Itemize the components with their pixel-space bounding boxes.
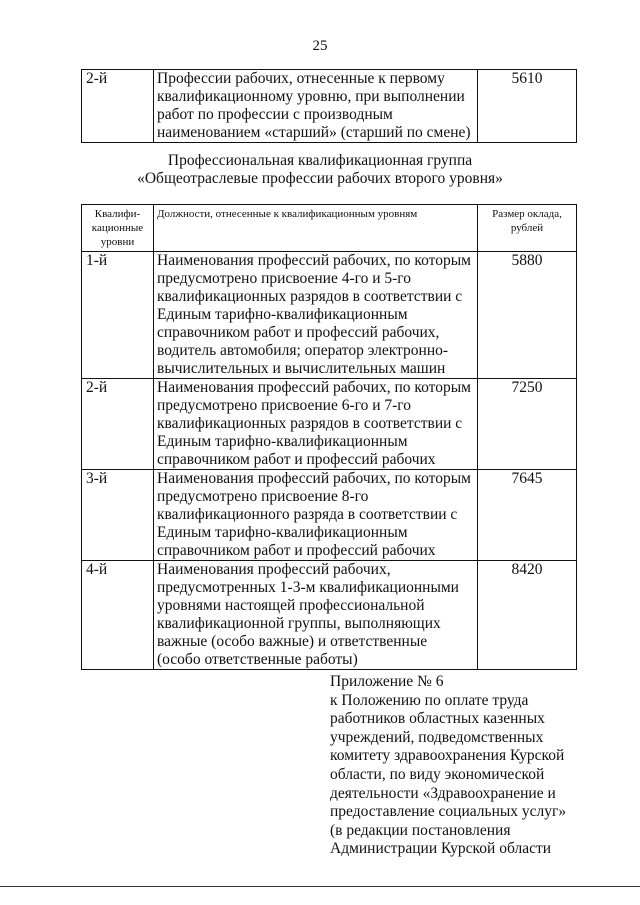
table-row <box>82 379 577 470</box>
table-row <box>82 252 577 379</box>
group-title-line: «Общеотраслевые профессии рабочих второго уровня» <box>137 170 503 187</box>
continued-salary-table <box>81 69 577 143</box>
header-positions: Должности, отнесенные к квалификационным уровням <box>154 205 478 252</box>
positions-cell: Наименования профессий рабочих, по которым предусмотрено присвоение 6-го и 7-го квалификационных разрядов в соответствии с Единым тарифно-квалификационным справочником работ и профессий рабочих <box>154 379 478 470</box>
qualification-level-cell: 2-й <box>82 70 154 143</box>
appendix-line: комитету здравоохранения Курской <box>330 747 565 765</box>
positions-cell: Профессии рабочих, отнесенные к первому квалификационному уровню, при выполнении работ по профессии с производным наименованием «старший» (старший по смене) <box>154 70 478 143</box>
header-salary: Размер оклада, рублей <box>478 205 577 252</box>
qualification-level-cell: 4-й <box>82 561 154 670</box>
appendix-note <box>330 673 620 859</box>
page-number: 25 <box>312 38 328 54</box>
salary-cell: 5610 <box>478 70 577 143</box>
footer-rule <box>0 886 640 887</box>
salary-table <box>81 204 577 670</box>
appendix-line: к Положению по оплате труда <box>330 691 529 709</box>
table-row <box>82 70 577 143</box>
table-header-row <box>82 205 577 252</box>
appendix-line: Приложение № 6 <box>330 673 444 690</box>
appendix-line: работников областных казенных <box>330 710 545 728</box>
table-row <box>82 561 577 670</box>
positions-cell: Наименования профессий рабочих, по которым предусмотрено присвоение 4-го и 5-го квалификационных разрядов в соответствии с Единым тарифно-квалификационным справочником работ и профессий рабочих, водитель автомобиля; оператор электронно-вычислительных и вычислительных машин <box>154 252 478 379</box>
salary-cell: 7645 <box>478 470 577 561</box>
header-qualification-levels: Квалифи-кационные уровни <box>82 205 154 252</box>
salary-cell: 5880 <box>478 252 577 379</box>
appendix-line: предоставление социальных услуг» <box>330 803 567 821</box>
appendix-line: области, по виду экономической <box>330 765 545 783</box>
qualification-level-cell: 1-й <box>82 252 154 379</box>
appendix-line: Администрации Курской области <box>330 840 552 858</box>
appendix-line: учреждений, подведомственных <box>330 728 544 746</box>
group-title-line: Профессиональная квалификационная группа <box>167 152 473 169</box>
salary-cell: 8420 <box>478 561 577 670</box>
qualification-level-cell: 3-й <box>82 470 154 561</box>
group-title <box>0 152 640 188</box>
appendix-line: деятельности «Здравоохранение и <box>330 784 556 802</box>
positions-cell: Наименования профессий рабочих, предусмотренных 1-3-м квалификационными уровнями настоящей профессиональной квалификационной группы, выполняющих важные (особо важные) и ответственные (особо ответственные работы) <box>154 561 478 670</box>
appendix-line: (в редакции постановления <box>330 821 511 839</box>
salary-cell: 7250 <box>478 379 577 470</box>
qualification-level-cell: 2-й <box>82 379 154 470</box>
table-row <box>82 470 577 561</box>
positions-cell: Наименования профессий рабочих, по которым предусмотрено присвоение 8-го квалификационного разряда в соответствии с Единым тарифно-квалификационным справочником работ и профессий рабочих <box>154 470 478 561</box>
